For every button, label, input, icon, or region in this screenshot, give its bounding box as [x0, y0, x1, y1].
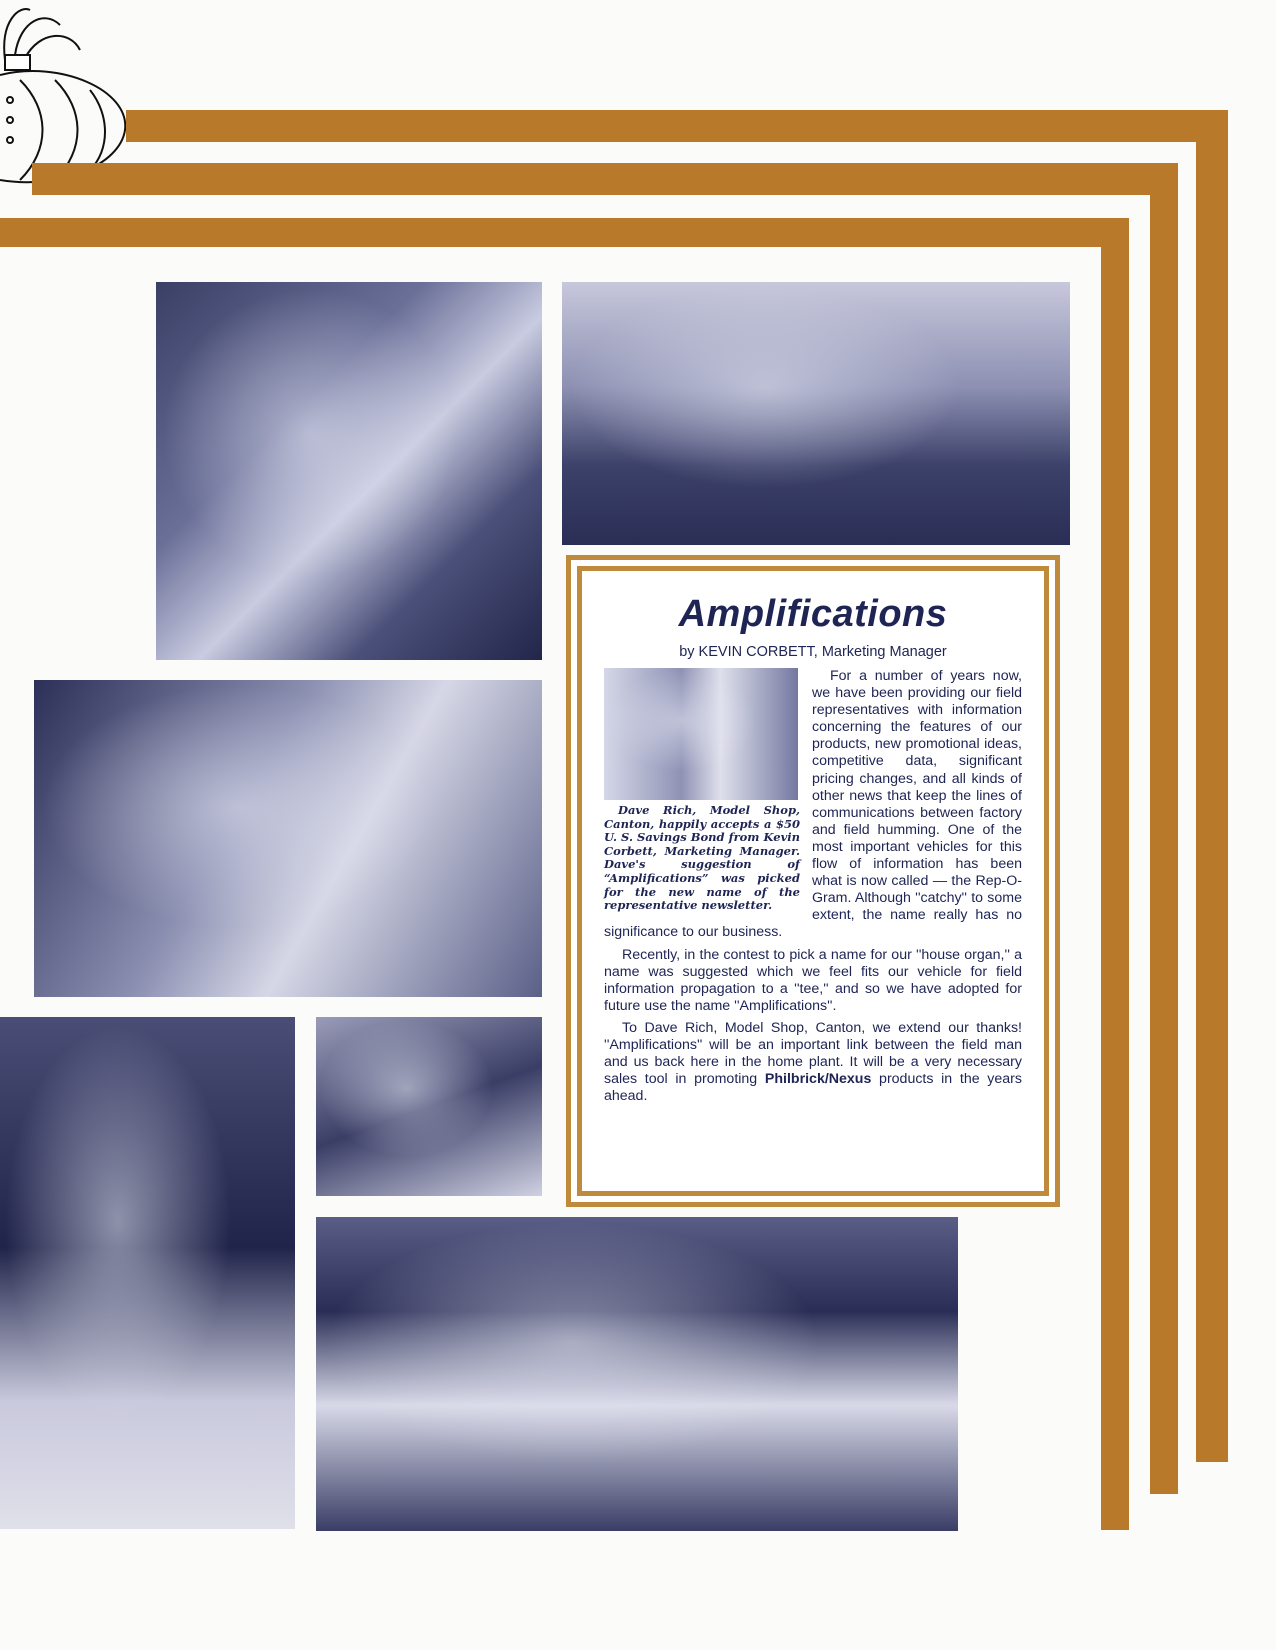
article-paragraph: Recently, in the contest to pick a name for our ''house organ,'' a name was suggested which we feel fits our vehicle for field information propagation to a ''tee,'' and so we have adopted for future use the name ''Amplifications''. — [604, 946, 1022, 1014]
decorative-stripe — [1196, 110, 1228, 1462]
decorative-stripe — [126, 110, 1228, 142]
article-byline: by KEVIN CORBETT, Marketing Manager — [679, 644, 947, 660]
inset-figure — [604, 668, 800, 913]
decorative-stripe — [1101, 218, 1129, 1530]
paragraph-text: products in the years ahead. — [604, 1071, 1022, 1105]
photo-caption: Dave Rich, Model Shop, Canton, happily accepts a $50 U. S. Savings Bond from Kevin Corbett, Marketing Manager. Dave's suggestion of “Amplifications” was picked for the new name of the representative newsletter. — [604, 803, 800, 913]
decorative-stripe — [0, 218, 1129, 247]
christmas-ornament-icon — [0, 0, 130, 190]
photo-man-seated — [0, 1017, 295, 1529]
photo-three-men — [316, 1217, 958, 1531]
article-body — [604, 668, 1022, 1105]
decorative-stripe — [32, 163, 1178, 195]
paragraph-text: To Dave Rich, Model Shop, Canton, we extend our thanks! ''Amplifications'' will be an important link between the field man and us back here in the home plant. It will be a very necessary sales tool in promoting — [604, 1019, 1022, 1088]
brand-name: Philbrick/Nexus — [764, 1071, 872, 1088]
article-paragraph: For a number of years now, we have been providing our field representatives with information concerning the features of our products, new promotional ideas, competitive data, significant pricing changes, and all kinds of other news that keep the lines of communications between factory and field humming. One of the most important vehicles for this flow of information has been what is now called — the Rep-O-Gram. Although ''catchy'' to some extent, the name really has no significance to our business. — [604, 668, 1022, 941]
photo-award — [604, 668, 798, 800]
article-title: Amplifications — [678, 593, 948, 635]
article-box — [566, 555, 1060, 1207]
photo-man-mustache — [316, 1017, 542, 1196]
photo-dinner-table — [34, 680, 542, 997]
photo-pool-table — [562, 282, 1070, 545]
photo-couple-dancing — [156, 282, 542, 660]
article-paragraph — [604, 1020, 1022, 1105]
decorative-stripe — [1150, 163, 1178, 1494]
